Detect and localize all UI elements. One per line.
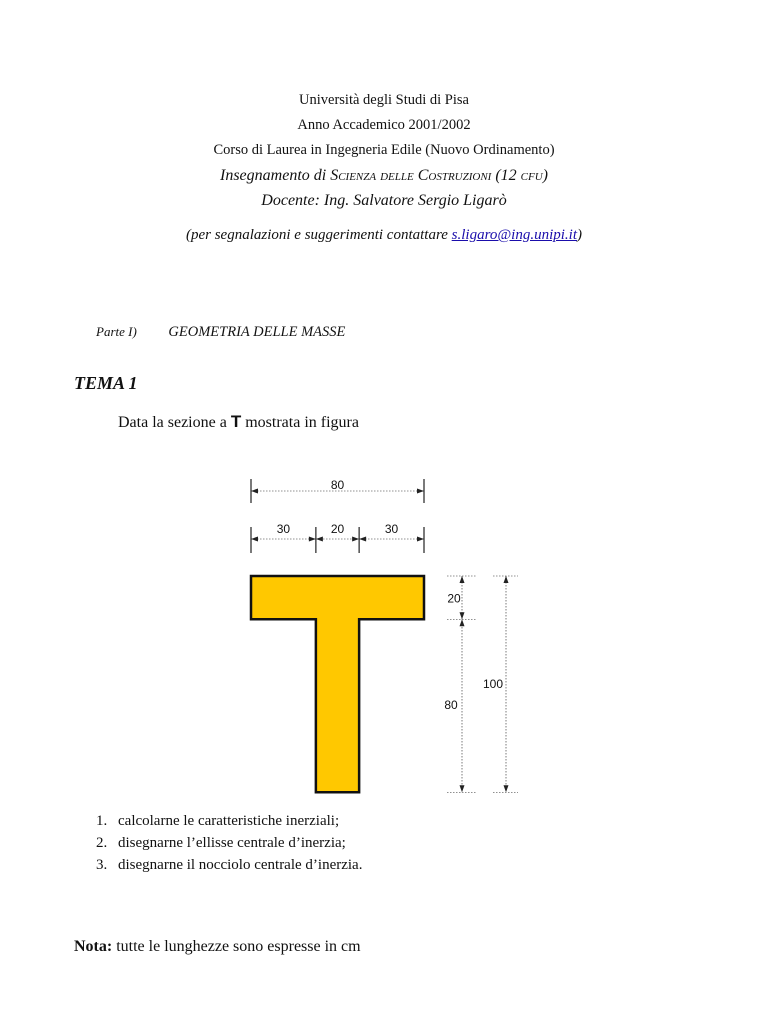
task-item: [96, 854, 362, 876]
t-section-shape: [251, 576, 424, 792]
task-list: [96, 810, 362, 876]
dim-label-total-width: 80: [330, 478, 345, 492]
note-text: tutte le lunghezze sono espresse in cm: [116, 938, 361, 955]
dim-label-left-overhang: 30: [276, 522, 291, 536]
intro-before: Data la sezione a: [118, 414, 227, 431]
academic-year: Anno Accademico 2001/2002: [297, 117, 471, 133]
part-tag: Parte I): [96, 324, 137, 339]
note-line: [74, 938, 361, 956]
dim-label-flange-height: 20: [447, 591, 461, 606]
dim-label-total-height: 100: [482, 677, 504, 691]
intro-letter-t: T: [230, 412, 242, 431]
university-name: Università degli Studi di Pisa: [299, 92, 469, 108]
contact-prefix: (per segnalazioni e suggerimenti contattare: [185, 227, 448, 243]
part-title: GEOMETRIA DELLE MASSE: [168, 324, 346, 340]
dim-label-web-height: 80: [444, 698, 458, 712]
task-number: 1.: [96, 813, 108, 829]
course-name: Corso di Laurea in Ingegneria Edile (Nuovo Ordinamento): [213, 142, 555, 158]
task-text: disegnarne l’ellisse centrale d’inerzia;: [118, 835, 346, 851]
teaching-prefix: Insegnamento di: [220, 167, 327, 184]
tema-title: TEMA 1: [74, 373, 138, 393]
intro-after: mostrata in figura: [245, 414, 359, 431]
teacher-line: Docente: Ing. Salvatore Sergio Ligarò: [261, 192, 507, 209]
task-item: [96, 810, 362, 832]
task-number: 2.: [96, 835, 108, 851]
task-number: 3.: [96, 857, 108, 873]
teaching-credits: (12 cfu): [495, 167, 548, 184]
contact-email-link[interactable]: s.ligaro@ing.unipi.it: [451, 227, 577, 243]
dim-label-web-width: 20: [330, 522, 345, 536]
task-text: disegnarne il nocciolo centrale d’inerzia.: [118, 857, 363, 873]
task-text: calcolarne le caratteristiche inerziali;: [118, 813, 340, 829]
contact-suffix: ): [577, 227, 582, 243]
note-label: Nota:: [74, 938, 113, 955]
teaching-subject: Scienza delle Costruzioni: [330, 167, 492, 184]
task-item: [96, 832, 362, 854]
dim-label-right-overhang: 30: [384, 522, 399, 536]
